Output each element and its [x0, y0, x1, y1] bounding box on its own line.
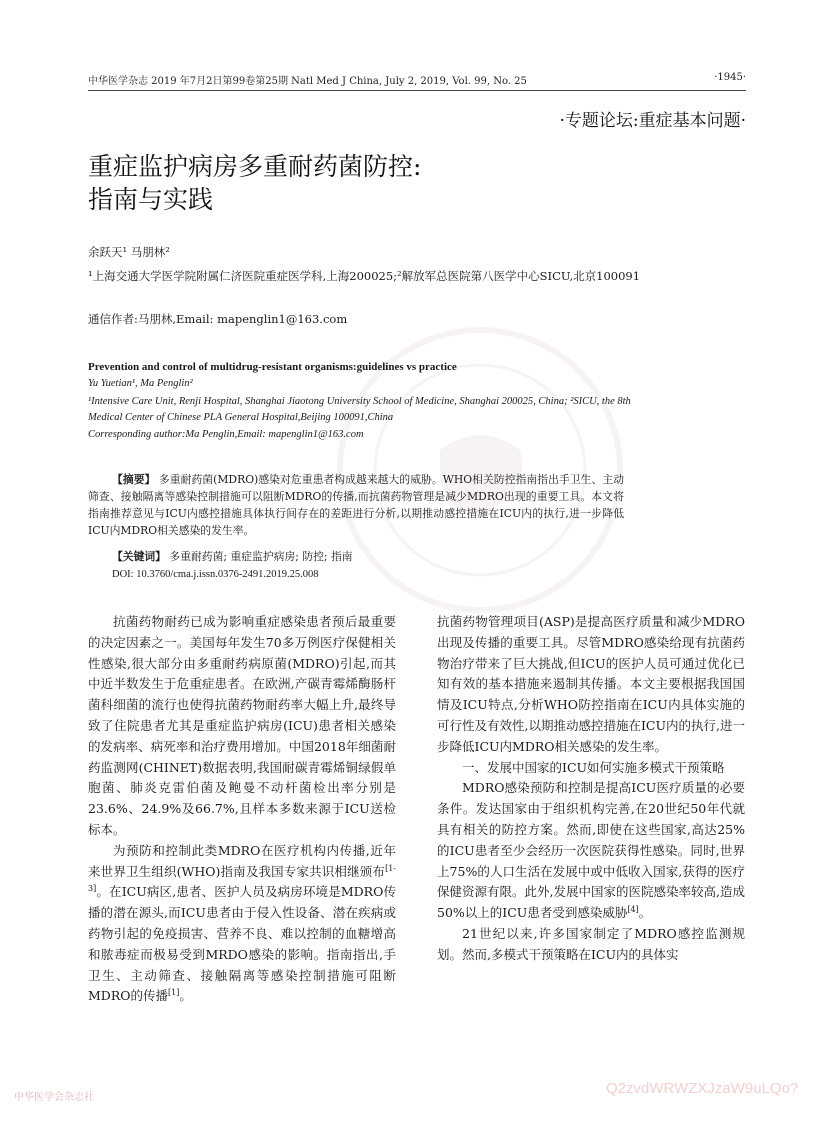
page-number: ·1945·	[714, 72, 746, 83]
english-authors: Yu Yuetian¹, Ma Penglin²	[88, 378, 193, 389]
paragraph: 抗菌药物管理项目(ASP)是提高医疗质量和减少MDRO出现及传播的重要工具。尽管MDRO感染给现有抗菌药物治疗带来了巨大挑战,但ICU的医护人员可通过优化已知有效的基本措施来遏制其传播。本文主要根据我国国情及ICU特点,分析WHO防控指南在ICU内具体实施的可行性及有效性,以期推动感控措施在ICU内的执行,进一步降低ICU内MDRO相关感染的发生率。	[437, 614, 745, 754]
citation[interactable]: [1]	[167, 988, 180, 998]
paragraph: MDRO感染预防和控制是提高ICU医疗质量的必要条件。发达国家由于组织机构完善,在20世纪50年代就具有相关的防控方案。然而,即使在这些国家,高达25%的ICU患者至少会经历一次医院获得性感染。同时,世界上75%的人口生活在发展中或中低收入国家,获得的医疗保健资源有限。此外,发展中国家的医院感染率较高,造成50%以上的ICU患者受到感染威胁[4]。	[437, 780, 745, 921]
english-affiliation: ¹Intensive Care Unit, Renji Hospital, Shanghai Jiaotong University School of Medicine, Shanghai 200025, China; ²SICU, the 8th Medical Center of Chinese PLA General Hospital,Beijing 100091,China	[88, 396, 631, 423]
body-column-right	[437, 612, 745, 966]
footer-watermark-code: Q2zvdWRWZXJzaW9uLQo?	[606, 1080, 799, 1097]
abstract-label: 【摘要】	[112, 473, 156, 486]
header-divider	[88, 90, 746, 91]
citation[interactable]: [4]	[627, 905, 639, 914]
keywords-label: 【关键词】	[112, 550, 166, 563]
section-heading: 一、发展中国家的ICU如何实施多模式干预策略	[462, 759, 725, 775]
article-title	[88, 150, 548, 216]
english-corresponding: Corresponding author:Ma Penglin,Email: mapenglin1@163.com	[88, 429, 364, 440]
body-column-left	[88, 612, 396, 1007]
affiliation: ¹上海交通大学医学院附属仁济医院重症医学科,上海200025;²解放军总医院第八医学中心SICU,北京100091	[88, 269, 641, 283]
journal-header: 中华医学杂志 2019 年7月2日第99卷第25期 Natl Med J China, July 2, 2019, Vol. 99, No. 25	[88, 76, 527, 87]
keywords-text: 多重耐药菌; 重症监护病房; 防控; 指南	[169, 550, 353, 563]
corresponding-author: 通信作者:马朋林,Email: mapenglin1@163.com	[88, 312, 348, 326]
column-title: ·专题论坛:重症基本问题·	[559, 111, 746, 131]
doi: DOI: 10.3760/cma.j.issn.0376-2491.2019.25.008	[112, 569, 319, 580]
title-line-1: 重症监护病房多重耐药菌防控:	[88, 152, 422, 181]
keywords	[112, 549, 353, 564]
paragraph: 21世纪以来,许多国家制定了MDRO感控监测规划。然而,多模式干预策略在ICU内的具体实	[437, 925, 745, 962]
abstract	[88, 471, 624, 539]
paragraph: 为预防和控制此类MDRO在医疗机构内传播,近年来世界卫生组织(WHO)指南及我国专家共识相继颁布[1-3]。在ICU病区,患者、医护人员及病房环境是MDRO传播的潜在源头,而ICU患者由于侵入性设备、潜在疾病或药物引起的免疫损害、营养不良、难以控制的血糖增高和脓毒症而极易受到MRDO感染的影响。指南指出,手卫生、主动筛查、接触隔离等感染控制措施可阻断MDRO的传播[1]。	[88, 842, 396, 1004]
publisher-logo: 中华医学会杂志社	[14, 1092, 94, 1103]
citation[interactable]: [1-3]	[88, 863, 396, 894]
english-title: Prevention and control of multidrug-resistant organisms:guidelines vs practice	[88, 361, 457, 373]
title-line-2: 指南与实践	[88, 185, 214, 214]
authors: 余跃天¹ 马朋林²	[88, 245, 170, 259]
paragraph: 抗菌药物耐药已成为影响重症感染患者预后最重要的决定因素之一。美国每年发生70多万例医疗保健相关性感染,很大部分由多重耐药病原菌(MDRO)引起,而其中近半数发生于危重症患者。在欧洲,产碳青霉烯酶肠杆菌科细菌的流行也使得抗菌药物耐药率大幅上升,最终导致了住院患者尤其是重症监护病房(ICU)患者相关感染的发病率、病死率和治疗费用增加。中国2018年细菌耐药监测网(CHINET)数据表明,我国耐碳青霉烯铜绿假单胞菌、肺炎克雷伯菌及鲍曼不动杆菌检出率分别是23.6%、24.9%及66.7%,且样本多数来源于ICU送检标本。	[88, 614, 396, 837]
abstract-text: 多重耐药菌(MDRO)感染对危重患者构成越来越大的威胁。WHO相关防控指南指出手卫生、主动筛查、接触隔离等感染控制措施可以阻断MDRO的传播,而抗菌药物管理是减少MDRO出现的重要工具。本文将指南推荐意见与ICU内感控措施具体执行间存在的差距进行分析,以期推动感控措施在ICU内的执行,进一步降低ICU内MDRO相关感染的发生率。	[88, 473, 625, 537]
